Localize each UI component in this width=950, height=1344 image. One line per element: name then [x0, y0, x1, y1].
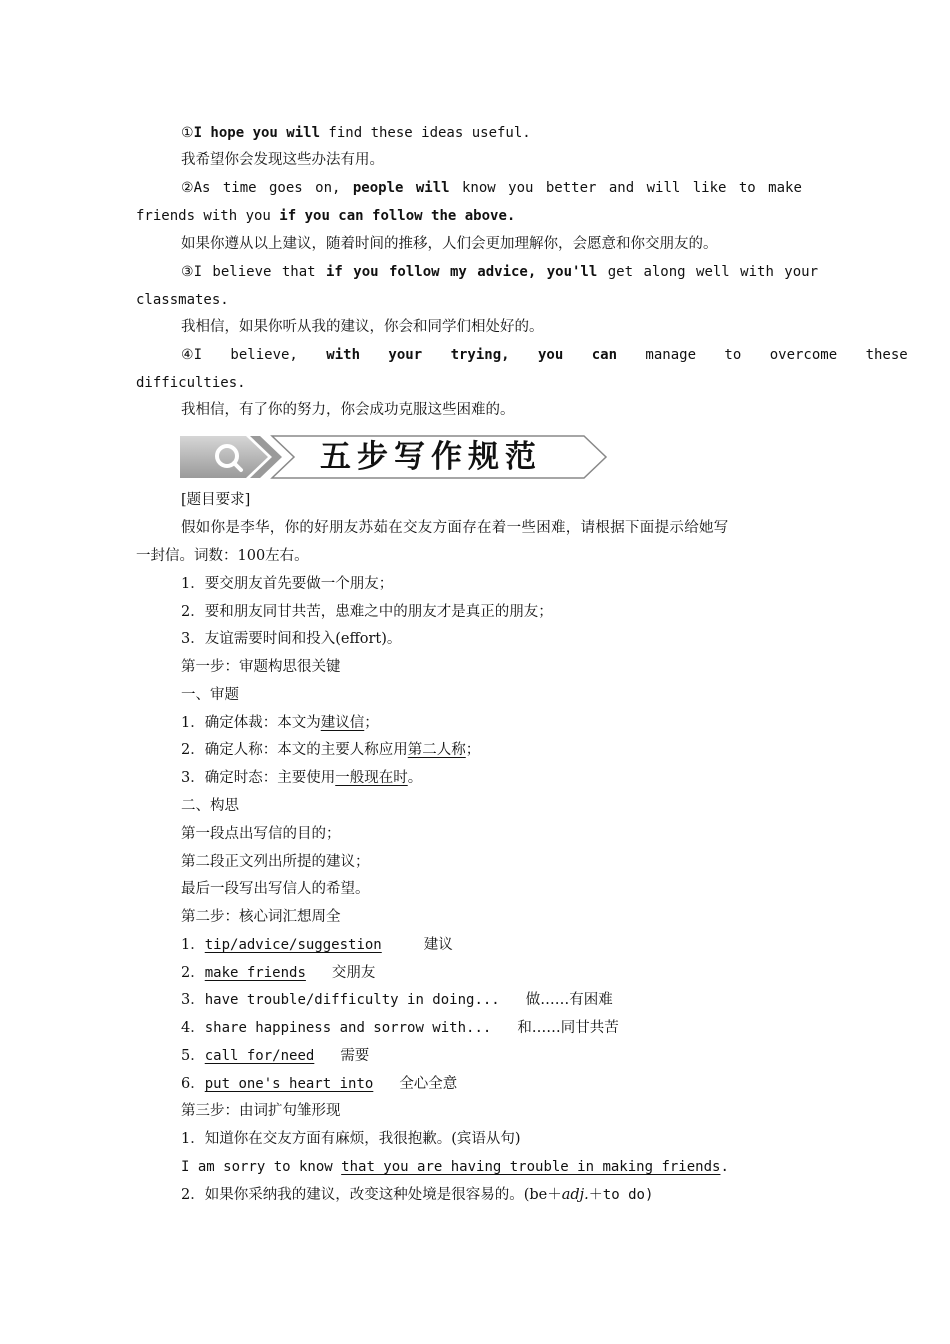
step-3-title: 第三步：由词扩句雏形现 [181, 1103, 341, 1119]
step-1-concept-3: 最后一段写出写信人的希望。 [181, 881, 370, 897]
vocab-item-4: 4．share happiness and sorrow with... 和……同甘共苦 [181, 1020, 619, 1036]
step-1-title: 第一步：审题构思很关键 [181, 659, 341, 675]
example-4-translation: 我相信，有了你的努力，你会成功克服这些困难的。 [181, 402, 515, 418]
step-1-concept-1: 第一段点出写信的目的； [181, 826, 341, 842]
example-2-translation: 如果你遵从以上建议，随着时间的推移，人们会更加理解你，会愿意和你交朋友的。 [181, 236, 718, 252]
vocab-item-2: 2．make friends 交朋友 [181, 965, 376, 981]
sentence-1-english: I am sorry to know that you are having trouble in making friends. [181, 1159, 729, 1175]
banner-title: 五步写作规范 [320, 439, 542, 475]
vocab-item-5: 5．call for/need 需要 [181, 1048, 370, 1064]
vocab-item-3: 3．have trouble/difficulty in doing... 做……有困难 [181, 992, 613, 1008]
vocab-item-1: 1．tip/advice/suggestion 建议 [181, 937, 453, 953]
example-2-line-1: ②As time goes on, people will know you better and will like to make [181, 180, 802, 196]
task-item-3: 3．友谊需要时间和投入(effort)。 [181, 631, 402, 647]
example-1-translation: 我希望你会发现这些办法有用。 [181, 152, 384, 168]
step-1-point-1: 1．确定体裁：本文为建议信； [181, 715, 379, 731]
example-4-line-2: difficulties. [136, 375, 246, 391]
step-1-point-3: 3．确定时态：主要使用一般现在时。 [181, 770, 423, 786]
task-heading: [题目要求] [181, 492, 251, 508]
task-item-1: 1．要交朋友首先要做一个朋友； [181, 576, 394, 592]
example-2-line-2: friends with you if you can follow the above. [136, 208, 516, 224]
task-paragraph-2: 一封信。词数：100左右。 [136, 548, 309, 564]
sentence-2-chinese: 2．如果你采纳我的建议，改变这种处境是很容易的。(be＋adj.＋to do) [181, 1187, 654, 1203]
example-3-line-2: classmates. [136, 292, 229, 308]
step-1-concept-2: 第二段正文列出所提的建议； [181, 854, 370, 870]
example-1: ①I hope you will find these ideas useful. [181, 125, 531, 141]
step-2-title: 第二步：核心词汇想周全 [181, 909, 341, 925]
step-1-sub-1: 一、审题 [181, 687, 239, 703]
example-4-line-1: ④I believe, with your trying, you can manage to overcome these [181, 347, 908, 363]
task-paragraph-1: 假如你是李华，你的好朋友苏茹在交友方面存在着一些困难，请根据下面提示给她写 [181, 520, 729, 536]
step-1-point-2: 2．确定人称：本文的主要人称应用第二人称； [181, 742, 481, 758]
sentence-1-chinese: 1．知道你在交友方面有麻烦，我很抱歉。(宾语从句) [181, 1131, 521, 1147]
step-1-sub-2: 二、构思 [181, 798, 239, 814]
task-item-2: 2．要和朋友同甘共苦，患难之中的朋友才是真正的朋友； [181, 604, 553, 620]
example-3-translation: 我相信，如果你听从我的建议，你会和同学们相处好的。 [181, 319, 544, 335]
example-3-line-1: ③I believe that if you follow my advice, you'll get along well with your [181, 264, 819, 280]
vocab-item-6: 6．put one's heart into 全心全意 [181, 1076, 458, 1092]
